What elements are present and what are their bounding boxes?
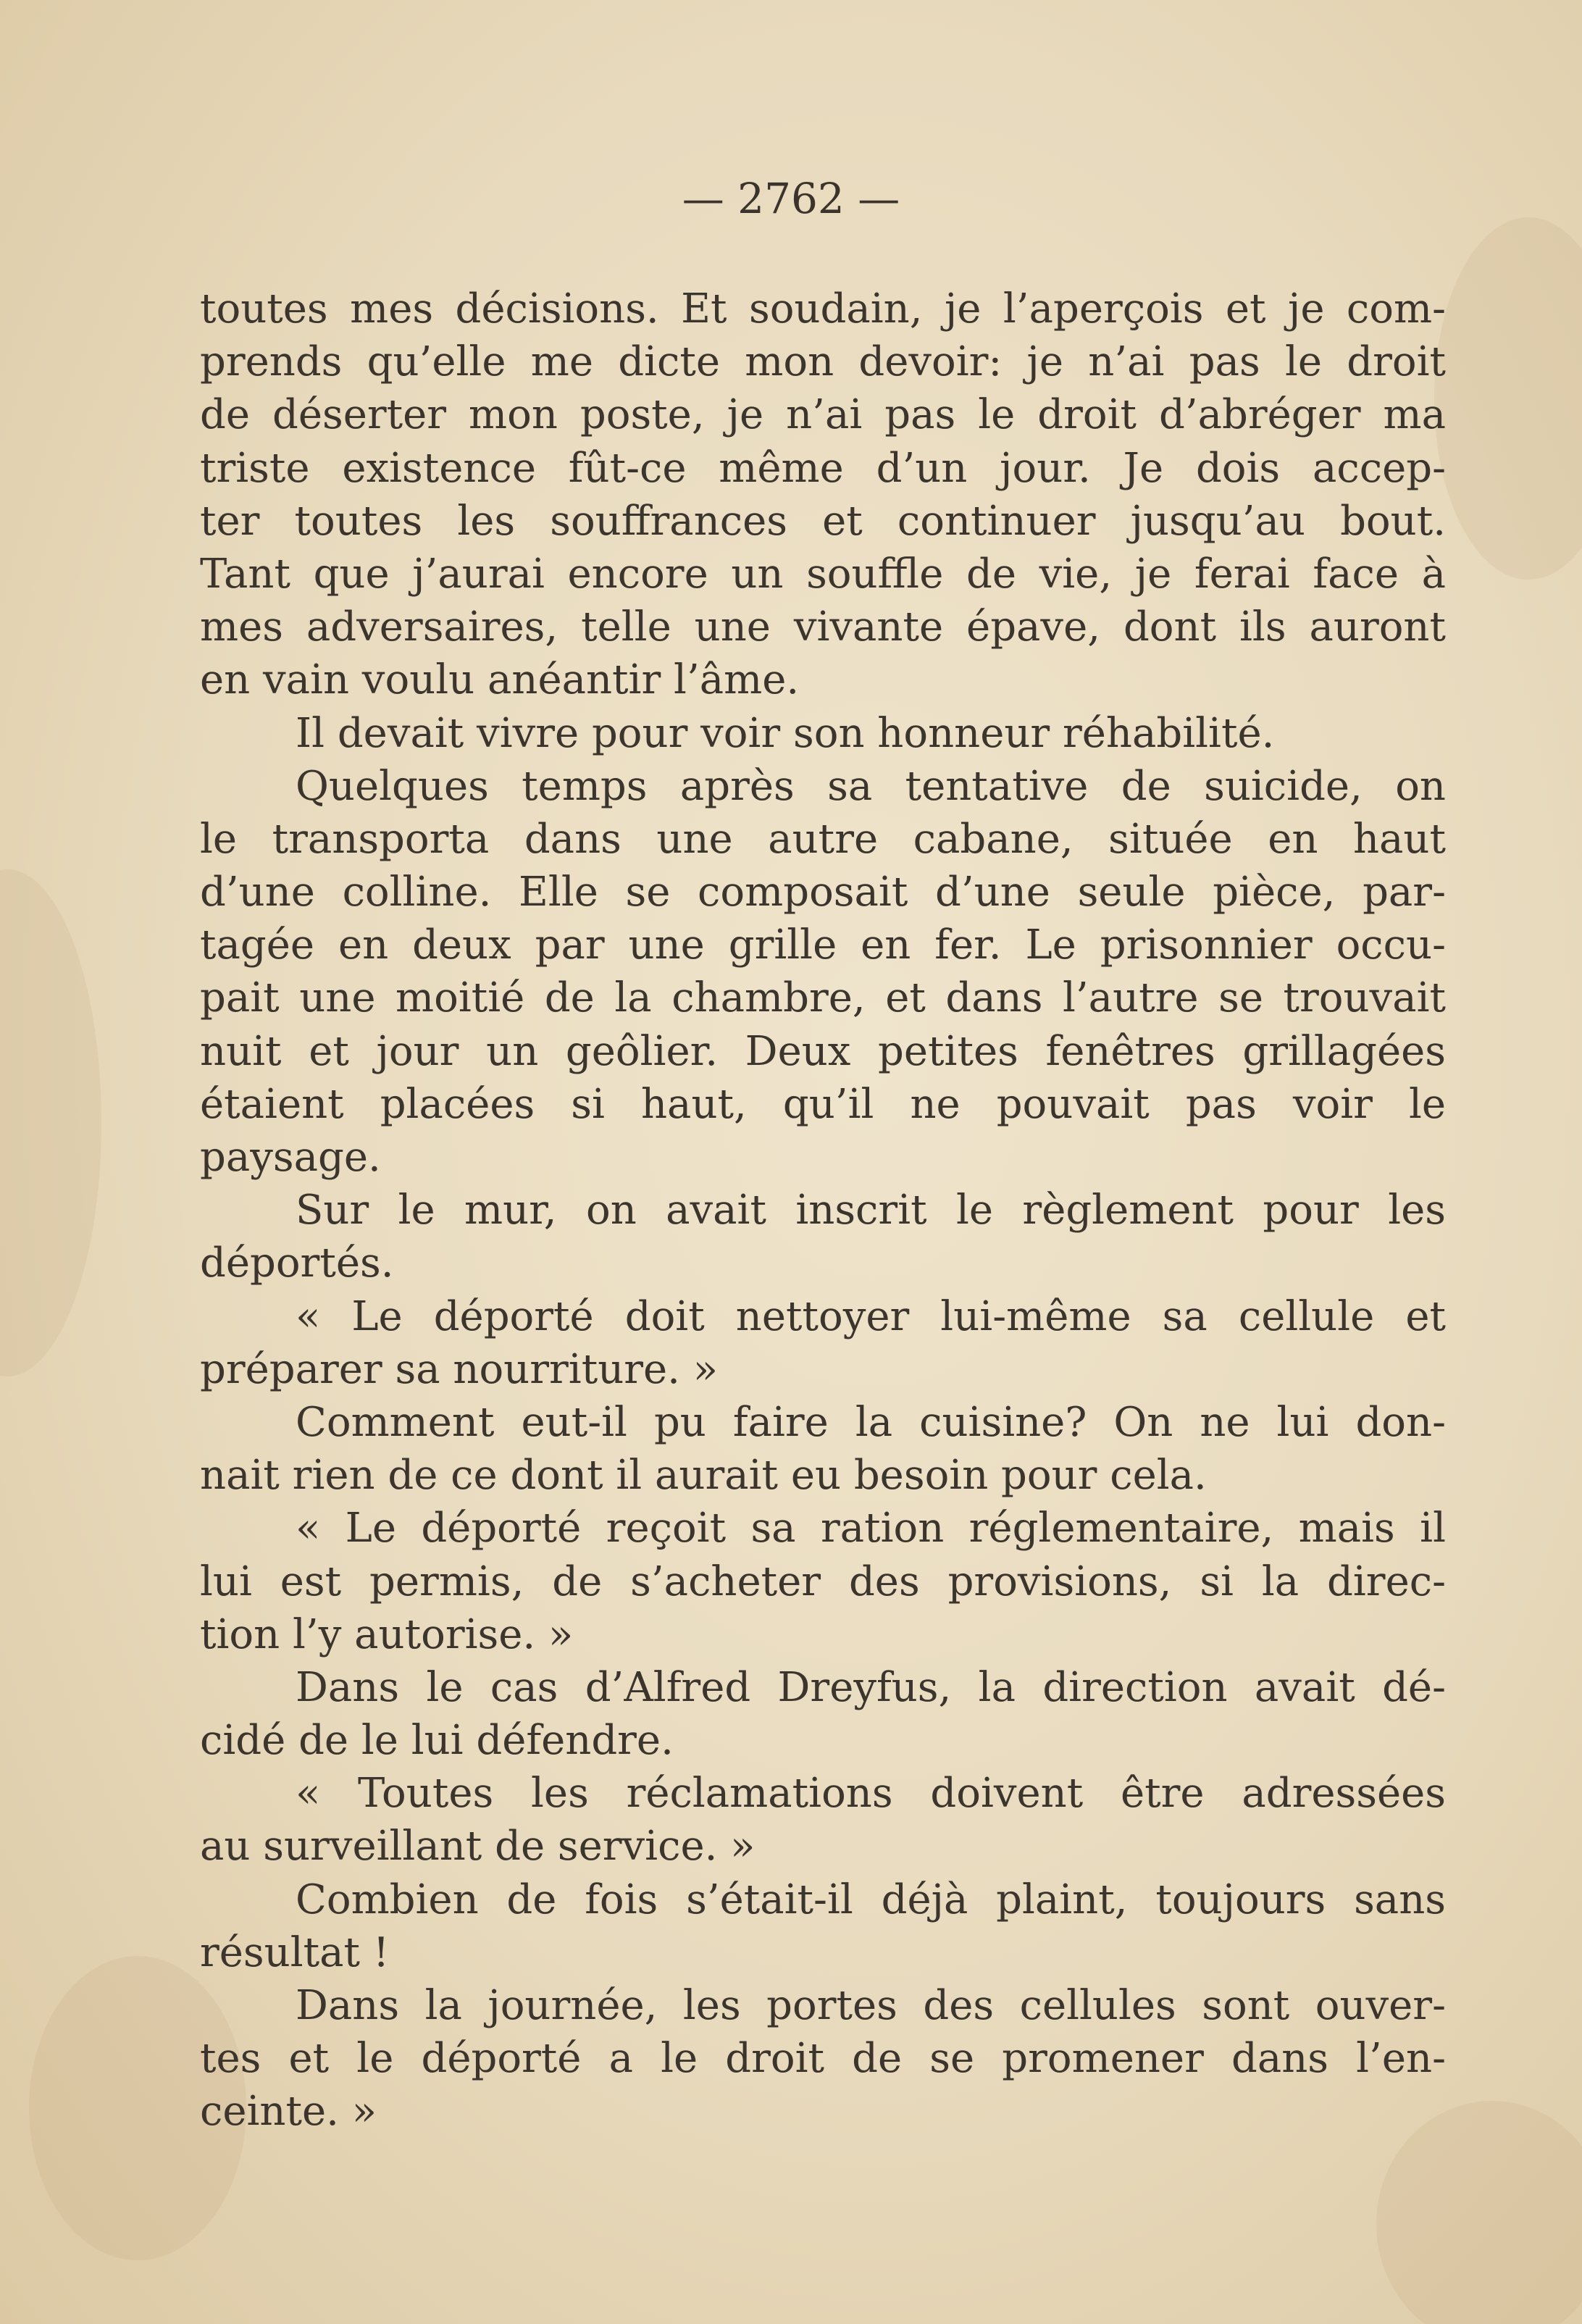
text-line: tagée en deux par une grille en fer. Le prisonnier occu- (200, 921, 1446, 969)
text-line: « Le déporté doit nettoyer lui-même sa cellule et (296, 1292, 1446, 1340)
text-line: mes adversaires, telle une vivante épave, dont ils auront (200, 603, 1446, 651)
text-line: le transporta dans une autre cabane, située en haut (200, 815, 1446, 863)
text-line: nuit et jour un geôlier. Deux petites fenêtres grillagées (200, 1027, 1446, 1075)
text-line: au surveillant de service. » (200, 1823, 756, 1871)
text-line: Comment eut-il pu faire la cuisine? On ne lui don- (296, 1398, 1446, 1446)
text-line: pait une moitié de la chambre, et dans l’autre se trouvait (200, 974, 1446, 1022)
text-line: lui est permis, de s’acheter des provisions, si la direc- (200, 1558, 1446, 1605)
text-line: déportés. (200, 1240, 394, 1287)
text-line: d’une colline. Elle se composait d’une seule pièce, par- (200, 869, 1446, 916)
text-line: « Toutes les réclamations doivent être adressées (296, 1770, 1446, 1818)
text-line: Quelques temps après sa tentative de suicide, on (296, 762, 1446, 810)
text-line: triste existence fût-ce même d’un jour. Je dois accep- (200, 444, 1446, 492)
text-line: tion l’y autorise. » (200, 1610, 574, 1658)
text-line: tes et le déporté a le droit de se promener dans l’en- (200, 2035, 1446, 2083)
text-line: Dans le cas d’Alfred Dreyfus, la direction avait dé- (296, 1663, 1446, 1711)
text-line: cidé de le lui défendre. (200, 1717, 674, 1765)
text-line: résultat ! (200, 1928, 390, 1976)
text-line: préparer sa nourriture. » (200, 1345, 719, 1393)
text-line: ter toutes les souffrances et continuer jusqu’au bout. (200, 497, 1446, 545)
text-line: étaient placées si haut, qu’il ne pouvait pas voir le (200, 1080, 1446, 1128)
body-text (200, 283, 1446, 2139)
text-line: « Le déporté reçoit sa ration réglementaire, mais il (296, 1505, 1446, 1552)
text-line: Combien de fois s’était-il déjà plaint, toujours sans (296, 1876, 1446, 1923)
page-number: — 2762 — (682, 174, 900, 223)
text-line: en vain voulu anéantir l’âme. (200, 656, 800, 704)
text-line: Tant que j’aurai encore un souffle de vie, je ferai face à (200, 550, 1446, 598)
text-line: de déserter mon poste, je n’ai pas le droit d’abréger ma (200, 391, 1446, 439)
text-line: nait rien de ce dont il aurait eu besoin pour cela. (200, 1452, 1207, 1500)
text-line: Sur le mur, on avait inscrit le règlement pour les (296, 1187, 1446, 1234)
text-line: toutes mes décisions. Et soudain, je l’aperçois et je com- (200, 285, 1446, 333)
text-line: ceinte. » (200, 2088, 377, 2136)
text-line: Dans la journée, les portes des cellules sont ouver- (296, 1982, 1446, 2029)
text-line: prends qu’elle me dicte mon devoir: je n’ai pas le droit (200, 338, 1446, 386)
text-line: Il devait vivre pour voir son honneur réhabilité. (296, 709, 1275, 757)
text-line: paysage. (200, 1134, 381, 1181)
